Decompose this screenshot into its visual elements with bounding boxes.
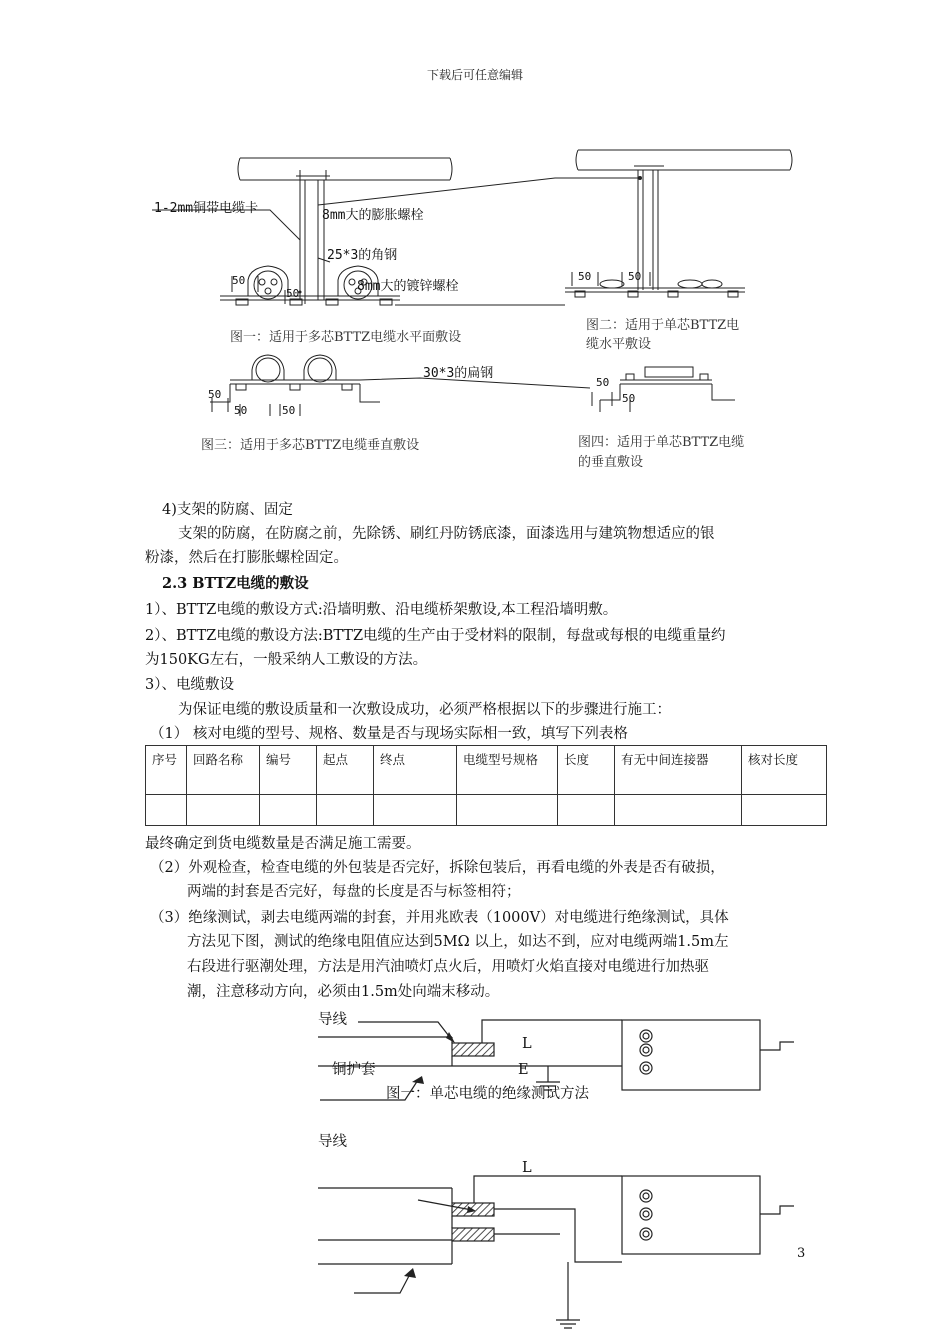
ground-symbol-2 xyxy=(556,1262,580,1328)
line-L xyxy=(482,1020,622,1043)
table-row xyxy=(146,795,827,826)
dim-50: 50 xyxy=(286,287,300,300)
terminal-1 xyxy=(640,1030,652,1042)
diagram1-E-label: E xyxy=(518,1062,529,1078)
fig3-cable-right xyxy=(308,358,332,382)
terminal-3 xyxy=(640,1062,652,1074)
col-seq: 序号 xyxy=(146,746,187,795)
col-cable-model: 电缆型号规格 xyxy=(457,746,558,795)
dim-50: 50 xyxy=(628,270,642,283)
step-3-line2: 方法见下图，测试的绝缘电阻值应达到5MΩ 以上，如达不到，应对电缆两端1.5m左 xyxy=(187,934,729,950)
page-number: 3 xyxy=(797,1246,806,1261)
label-galv-bolt: 8mm大的镀锌螺栓 xyxy=(357,279,459,294)
label-expansion-bolt: 8mm大的膨胀螺栓 xyxy=(322,208,424,223)
diagram1-wire-label: 导线 xyxy=(318,1012,347,1028)
dim-50: 50 xyxy=(578,270,592,283)
page-header-note: 下载后可任意编辑 xyxy=(426,68,523,82)
paragraph-3-text: 为保证电缆的敷设质量和一次敷设成功，必须严格根据以下的步骤进行施工： xyxy=(178,702,671,718)
dim-50: 50 xyxy=(234,404,248,417)
item4-text-line2: 粉漆，然后在打膨胀螺栓固定。 xyxy=(145,550,348,566)
dim-50: 50 xyxy=(622,392,636,405)
col-connector: 有无中间连接器 xyxy=(615,746,742,795)
section-heading: 2.3 BTTZ电缆的敷设 xyxy=(162,575,309,592)
sheath-pointer-2 xyxy=(354,1274,410,1293)
table-header-row xyxy=(146,746,827,795)
fig1-caption: 图一：适用于多芯BTTZ电缆水平面敷设 xyxy=(230,330,462,345)
paragraph-1: 1）、BTTZ电缆的敷设方式:沿墙明敷、沿电缆桥架敷设,本工程沿墙明敷。 xyxy=(145,602,618,618)
col-length: 长度 xyxy=(558,746,615,795)
step-3-line4: 潮，注意移动方向，必须由1.5m处向端末移动。 xyxy=(187,984,500,1000)
col-number: 编号 xyxy=(260,746,317,795)
diagram1-caption: 图一：单芯电缆的绝缘测试方法 xyxy=(386,1086,589,1102)
fig4-caption-line1: 图四：适用于单芯BTTZ电缆 xyxy=(578,435,745,450)
fig3-base xyxy=(230,380,360,384)
cable-check-table xyxy=(145,745,827,826)
diagram1-L-label: L xyxy=(522,1036,532,1052)
col-checked-length: 核对长度 xyxy=(742,746,827,795)
fig2-ceiling-slab xyxy=(578,150,790,170)
fig2-caption-line1: 图二：适用于单芯BTTZ电 xyxy=(586,318,740,333)
after-table-text: 最终确定到货电缆数量是否满足施工需要。 xyxy=(145,836,421,852)
megger-handle-1 xyxy=(760,1042,794,1050)
fig1-angle-steel xyxy=(300,180,324,300)
diagram2-wire-label: 导线 xyxy=(318,1134,347,1150)
diagram1-sheath-label: 铜护套 xyxy=(332,1062,376,1078)
cable-body-2 xyxy=(318,1188,452,1264)
dim-50: 50 xyxy=(232,274,246,287)
fig1-ceiling-slab xyxy=(240,158,450,180)
col-start: 起点 xyxy=(317,746,374,795)
terminal-2 xyxy=(640,1044,652,1056)
step-3-line1: （3）绝缘测试，剥去电缆两端的封套，并用兆欧表（1000V）对电缆进行绝缘测试，具体 xyxy=(150,910,729,926)
line-L-2 xyxy=(474,1176,622,1203)
fig4-base xyxy=(620,380,712,384)
fig4-flat-cable xyxy=(645,367,693,377)
paragraph-2-line1: 2）、BTTZ电缆的敷设方法:BTTZ电缆的生产由于受材料的限制，每盘或每根的电缆重量约 xyxy=(145,628,726,644)
col-circuit-name: 回路名称 xyxy=(187,746,260,795)
item4-text-line1: 支架的防腐，在防腐之前，先除锈、刷红丹防锈底漆，面漆选用与建筑物想适应的银 xyxy=(178,526,715,542)
label-copper-clip: 1-2mm铜带电缆卡 xyxy=(154,201,259,216)
fig2-caption-line2: 缆水平敷设 xyxy=(586,337,652,352)
bracket-figures xyxy=(0,0,950,480)
fig2-base xyxy=(565,288,745,292)
fig3-cable-left xyxy=(256,358,280,382)
diagram2-L-label: L xyxy=(522,1160,532,1176)
step-2-line2: 两端的封套是否完好，每盘的长度是否与标签相符； xyxy=(187,884,521,900)
col-end: 终点 xyxy=(374,746,457,795)
fig3-caption: 图三：适用于多芯BTTZ电缆垂直敷设 xyxy=(201,438,420,453)
dim-50: 50 xyxy=(282,404,296,417)
label-flat-steel: 30*3的扁钢 xyxy=(423,366,494,381)
item4-title: 4)支架的防腐、固定 xyxy=(162,502,293,518)
paragraph-3: 3）、电缆敷设 xyxy=(145,677,234,693)
insulation-test-diagrams xyxy=(0,1000,950,1344)
step-2-line1: （2）外观检查，检查电缆的外包装是否完好，拆除包装后，再看电缆的外表是否有破损， xyxy=(150,860,725,876)
dim-50: 50 xyxy=(596,376,610,389)
cable-sheath-end xyxy=(452,1043,494,1056)
step-3-line3: 右段进行驱潮处理，方法是用汽油喷灯点火后，用喷灯火焰直接对电缆进行加热驱 xyxy=(187,959,709,975)
fig4-caption-line2: 的垂直敷设 xyxy=(578,455,644,470)
step-1: （1） 核对电缆的型号、规格、数量是否与现场实际相一致，填写下列表格 xyxy=(150,726,628,742)
megger-handle-2 xyxy=(760,1206,794,1214)
dim-50: 50 xyxy=(208,388,222,401)
label-angle-steel: 25*3的角钢 xyxy=(327,248,398,263)
paragraph-2-line2: 为150KG左右，一般采纳人工敷设的方法。 xyxy=(145,652,428,668)
